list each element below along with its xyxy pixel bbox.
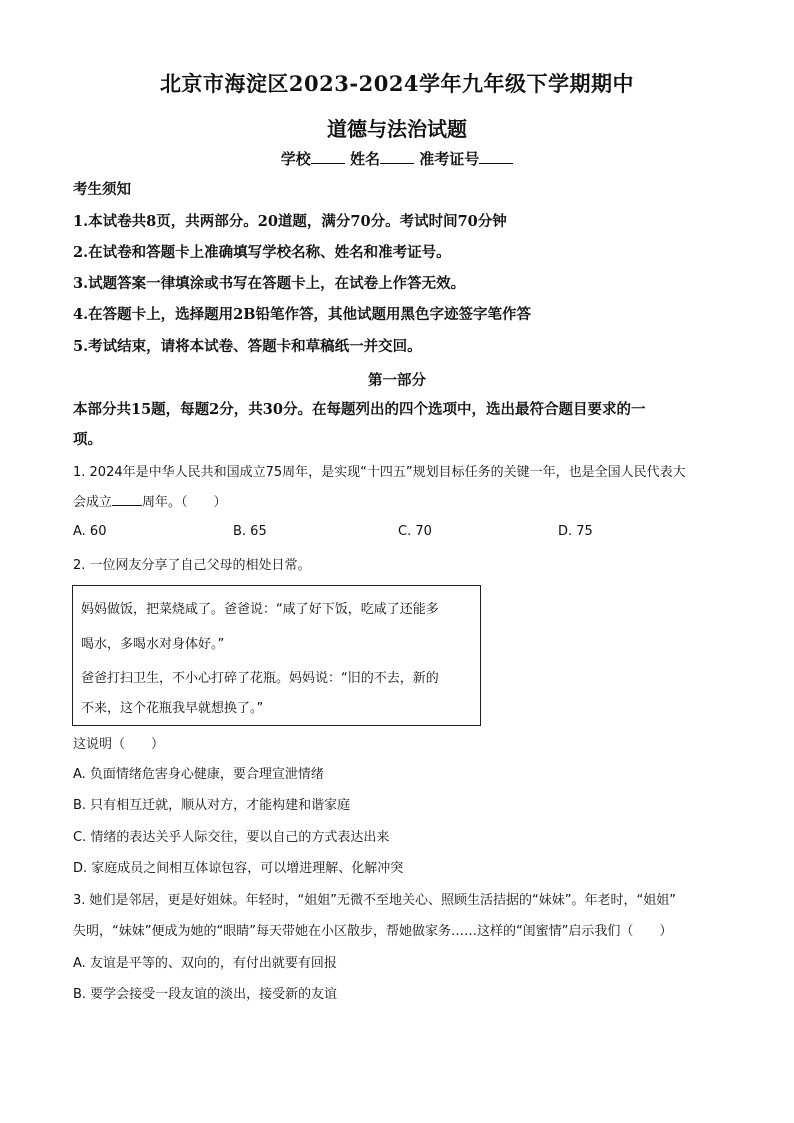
question-1-stem: 1. 2024年是中华人民共和国成立75周年，是实现“十四五”规划目标任务的关键一年，也是全国人民代表大 (73, 465, 686, 480)
answer-blank (112, 493, 142, 506)
name-blank (380, 149, 414, 164)
material-line: 不来，这个花瓶我早就想换了。” (81, 701, 264, 716)
part-one-intro-cont: 项。 (73, 431, 102, 448)
question-3-stem: 3. 她们是邻居，更是好姐妹。年轻时，“姐姐”无微不至地关心、照顾生活拮据的“妹妹”。年老时，“姐姐” (73, 893, 676, 908)
question-1-option-a: A. 60 (73, 524, 107, 539)
question-1-option-b: B. 65 (233, 524, 267, 539)
material-line: 喝水，多喝水对身体好。” (81, 637, 225, 652)
question-1-option-c: C. 70 (398, 524, 432, 539)
notice-item: 3.试题答案一律填涂或书写在答题卡上，在试卷上作答无效。 (73, 275, 466, 292)
exam-title: 北京市海淀区2023-2024学年九年级下学期期中 (159, 71, 635, 96)
exam-subject-title: 道德与法治试题 (327, 117, 467, 141)
part-one-intro: 本部分共15题，每题2分，共30分。在每题列出的四个选项中，选出最符合题目要求的一 (73, 401, 646, 418)
notice-item: 1.本试卷共8页，共两部分。20道题，满分70分。考试时间70分钟 (73, 213, 507, 230)
exam-number-label: 准考证号 (419, 150, 480, 168)
question-2-prompt: 这说明（ ） (73, 737, 165, 752)
question-3-stem-cont: 失明，“妹妹”便成为她的“眼睛”每天带她在小区散步，帮她做家务……这样的“闺蜜情”启示我们（ ） (73, 924, 673, 939)
material-line: 妈妈做饭，把菜烧咸了。爸爸说：“咸了好下饭，吃咸了还能多 (81, 602, 439, 617)
question-1-stem-cont: 会成立 周年。（ ） (73, 495, 227, 510)
student-info-line (0, 148, 794, 169)
question-2-stem: 2. 一位网友分享了自己父母的相处日常。 (73, 558, 311, 573)
notice-heading: 考生须知 (73, 181, 131, 198)
name-label: 姓名 (349, 150, 380, 168)
notice-item: 2.在试卷和答题卡上准确填写学校名称、姓名和准考证号。 (73, 244, 451, 261)
notice-item: 5.考试结束，请将本试卷、答题卡和草稿纸一并交回。 (73, 338, 422, 355)
question-2-option-d: D. 家庭成员之间相互体谅包容，可以增进理解、化解冲突 (73, 861, 404, 876)
question-2-option-c: C. 情绪的表达关乎人际交往，要以自己的方式表达出来 (73, 830, 390, 845)
question-2-option-b: B. 只有相互迁就，顺从对方，才能构建和谐家庭 (73, 798, 351, 813)
question-3-option-b: B. 要学会接受一段友谊的淡出，接受新的友谊 (73, 987, 338, 1002)
material-line: 爸爸打扫卫生，不小心打碎了花瓶。妈妈说：“旧的不去，新的 (81, 671, 439, 686)
school-blank (311, 149, 345, 164)
question-1-option-d: D. 75 (558, 524, 593, 539)
question-3-option-a: A. 友谊是平等的、双向的，有付出就要有回报 (73, 956, 337, 971)
material-box (72, 585, 481, 726)
exam-number-blank (479, 149, 513, 164)
question-2-option-a: A. 负面情绪危害身心健康，要合理宣泄情绪 (73, 767, 324, 782)
notice-item: 4.在答题卡上，选择题用2B铅笔作答，其他试题用黑色字迹签字笔作答 (73, 306, 531, 323)
part-one-heading: 第一部分 (368, 372, 426, 389)
school-label: 学校 (280, 150, 311, 168)
